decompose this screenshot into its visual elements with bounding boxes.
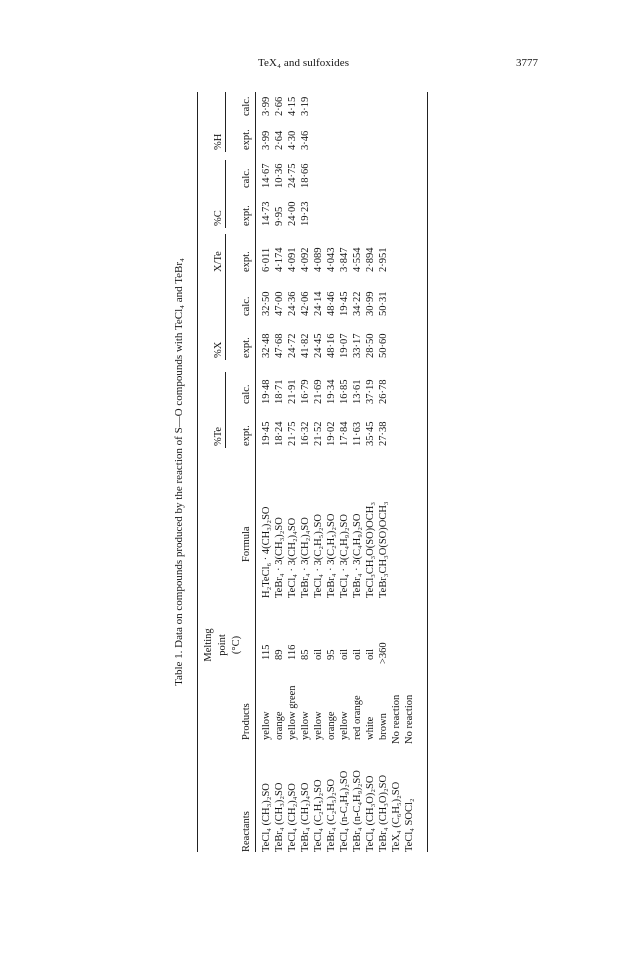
header-products: Products xyxy=(241,703,252,740)
cell-x-expt: 24·72 xyxy=(287,333,298,358)
cell-products: No reaction xyxy=(404,694,415,744)
cell-x-expt: 24·45 xyxy=(313,333,324,358)
cell-te-calc: 26·78 xyxy=(378,379,389,404)
cell-c-calc: 10·36 xyxy=(274,163,285,188)
cell-products: No reaction xyxy=(391,694,402,744)
cell-te-expt: 21·75 xyxy=(287,421,298,446)
table-top-rule xyxy=(197,92,198,852)
cell-formula: TeCl₄ · 3(C₄H₉)₂SO xyxy=(339,514,350,598)
cell-products: yellow xyxy=(339,711,350,740)
cell-products: yellow xyxy=(300,711,311,740)
cell-x-expt: 41·82 xyxy=(300,333,311,358)
cell-products: brown xyxy=(378,713,389,740)
cell-te-expt: 11·63 xyxy=(352,421,363,446)
cell-xte-expt: 4·554 xyxy=(352,247,363,272)
header-reactants: Reactants xyxy=(241,811,252,852)
table-row xyxy=(378,92,390,852)
cell-mp: oil xyxy=(313,648,324,660)
cell-mp: oil xyxy=(365,648,376,660)
table-row xyxy=(404,92,416,852)
header-c-group: %C xyxy=(213,210,224,226)
cell-x-calc: 30·99 xyxy=(365,291,376,316)
cell-xte-expt: 4·089 xyxy=(313,247,324,272)
cell-te-expt: 35·45 xyxy=(365,421,376,446)
table-row xyxy=(391,92,403,852)
cell-xte-expt: 4·174 xyxy=(274,247,285,272)
cell-mp: oil xyxy=(352,648,363,660)
cell-c-calc: 24·75 xyxy=(287,163,298,188)
header-h-calc: calc. xyxy=(241,96,252,116)
header-x-expt: expt. xyxy=(241,337,252,358)
cell-h-expt: 3·99 xyxy=(261,130,272,150)
cell-x-calc: 42·06 xyxy=(300,291,311,316)
cell-te-expt: 16·32 xyxy=(300,421,311,446)
x-group-rule xyxy=(225,234,226,360)
cell-x-expt: 32·48 xyxy=(261,333,272,358)
cell-te-expt: 19·45 xyxy=(261,421,272,446)
cell-te-calc: 19·34 xyxy=(326,379,337,404)
cell-products: orange xyxy=(274,711,285,740)
header-x-group: %X xyxy=(213,341,224,358)
te-group-rule xyxy=(225,372,226,448)
cell-xte-expt: 4·092 xyxy=(300,247,311,272)
cell-formula: TeBr₄ · 3(CH₃)₂SO xyxy=(274,517,285,598)
cell-formula: TeBr₄ · 3(C₄H₉)₂SO xyxy=(352,513,363,598)
cell-te-calc: 37·19 xyxy=(365,379,376,404)
header-point: point xyxy=(217,634,228,656)
header-xte-group: X/Te xyxy=(213,251,224,272)
cell-x-expt: 28·50 xyxy=(365,333,376,358)
cell-x-calc: 24·36 xyxy=(287,291,298,316)
cell-formula: TeBr₄ · 3(CH₂)₄SO xyxy=(300,517,311,598)
header-mp-unit: (°C) xyxy=(231,635,242,655)
table-row xyxy=(274,92,286,852)
cell-products: yellow green xyxy=(287,685,298,740)
header-te-calc: calc. xyxy=(241,384,252,404)
cell-mp: >360 xyxy=(378,642,389,664)
table-row xyxy=(287,92,299,852)
cell-formula: TeCl₄ · 3(C₂H₅)₂SO xyxy=(313,514,324,598)
header-h-expt: expt. xyxy=(241,129,252,150)
cell-h-calc: 3·99 xyxy=(261,96,272,116)
table-row xyxy=(300,92,312,852)
header-formula: Formula xyxy=(241,526,252,562)
cell-te-calc: 19·48 xyxy=(261,379,272,404)
c-group-rule xyxy=(225,160,226,228)
cell-te-expt: 19·02 xyxy=(326,421,337,446)
table-row xyxy=(365,92,377,852)
cell-x-expt: 47·68 xyxy=(274,333,285,358)
table-header-rule xyxy=(255,92,256,852)
cell-xte-expt: 2·951 xyxy=(378,247,389,272)
table-row xyxy=(352,92,364,852)
header-x-calc: calc. xyxy=(241,296,252,316)
cell-xte-expt: 4·091 xyxy=(287,247,298,272)
table-caption: Table 1. Data on compounds produced by the reaction of S—O compounds with TeCl₄ and TeBr₄ xyxy=(173,258,185,686)
cell-reactants: TeCl₄ (CH₃)₂SO xyxy=(261,783,272,852)
cell-te-expt: 21·52 xyxy=(313,421,324,446)
cell-x-calc: 32·50 xyxy=(261,291,272,316)
cell-mp: 89 xyxy=(274,649,285,660)
cell-x-calc: 34·22 xyxy=(352,291,363,316)
cell-products: orange xyxy=(326,711,337,740)
table-row xyxy=(326,92,338,852)
cell-x-calc: 48·46 xyxy=(326,291,337,316)
header-c-calc: calc. xyxy=(241,168,252,188)
cell-x-expt: 33·17 xyxy=(352,333,363,358)
cell-reactants: TeBr₄ (CH₃)₂SO xyxy=(274,782,285,852)
cell-h-calc: 3·19 xyxy=(300,96,311,116)
cell-te-calc: 18·71 xyxy=(274,379,285,404)
cell-xte-expt: 6·011 xyxy=(261,247,272,272)
cell-formula: TeBr₃CH₃O(SO)OCH₃ xyxy=(378,501,389,598)
header-melting: Melting xyxy=(203,628,214,662)
cell-te-expt: 17·84 xyxy=(339,421,350,446)
cell-h-calc: 4·15 xyxy=(287,96,298,116)
cell-reactants: TeBr₄ (C₂H₅)₂SO xyxy=(326,778,337,852)
running-head: TeX₄ and sulfoxides xyxy=(258,57,350,69)
cell-te-expt: 18·24 xyxy=(274,421,285,446)
cell-reactants: TeBr₄ (CH₃O)₂SO xyxy=(378,774,389,852)
header-te-expt: expt. xyxy=(241,425,252,446)
cell-te-calc: 13·61 xyxy=(352,379,363,404)
cell-x-calc: 50·31 xyxy=(378,291,389,316)
header-h-group: %H xyxy=(213,133,224,150)
h-group-rule xyxy=(225,92,226,152)
page-number: 3777 xyxy=(516,57,538,69)
cell-xte-expt: 4·043 xyxy=(326,247,337,272)
cell-products: white xyxy=(365,716,376,740)
cell-reactants: TeCl₄ (CH₂)₄SO xyxy=(287,783,298,852)
rotated-table xyxy=(173,92,429,852)
cell-reactants: TeCl₄ (C₂H₅)₂SO xyxy=(313,779,324,852)
cell-formula: H₂TeCl₆ · 4(CH₃)₂SO xyxy=(261,506,272,598)
cell-c-expt: 24·00 xyxy=(287,201,298,226)
cell-xte-expt: 2·894 xyxy=(365,247,376,272)
cell-products: yellow xyxy=(313,711,324,740)
table-row xyxy=(261,92,273,852)
cell-te-calc: 21·69 xyxy=(313,379,324,404)
cell-te-calc: 16·85 xyxy=(339,379,350,404)
cell-mp: 115 xyxy=(261,644,272,660)
cell-formula: TeCl₄ · 3(CH₂)₄SO xyxy=(287,517,298,598)
cell-x-calc: 19·45 xyxy=(339,291,350,316)
cell-x-calc: 24·14 xyxy=(313,291,324,316)
cell-products: yellow xyxy=(261,711,272,740)
cell-xte-expt: 3·847 xyxy=(339,247,350,272)
cell-h-calc: 2·66 xyxy=(274,96,285,116)
table-row xyxy=(313,92,325,852)
table-bottom-rule xyxy=(427,92,428,852)
cell-reactants: TeCl₄ (n-C₄H₉)₂SO xyxy=(339,770,350,852)
cell-te-calc: 16·79 xyxy=(300,379,311,404)
cell-mp: 116 xyxy=(287,644,298,660)
table-row xyxy=(339,92,351,852)
cell-x-expt: 48·16 xyxy=(326,333,337,358)
cell-c-calc: 18·66 xyxy=(300,163,311,188)
cell-formula: TeBr₄ · 3(C₂H₅)₂SO xyxy=(326,513,337,598)
cell-formula: TeCl₃CH₃O(SO)OCH₃ xyxy=(365,502,376,598)
cell-products: red orange xyxy=(352,695,363,740)
cell-mp: oil xyxy=(339,648,350,660)
cell-te-expt: 27·38 xyxy=(378,421,389,446)
cell-reactants: TeBr₄ (n-C₄H₉)₂SO xyxy=(352,770,363,852)
header-c-expt: expt. xyxy=(241,205,252,226)
header-xte-expt: expt. xyxy=(241,251,252,272)
cell-reactants: TeCl₄ SOCl₂ xyxy=(404,798,415,852)
cell-x-calc: 47·00 xyxy=(274,291,285,316)
cell-mp: 85 xyxy=(300,649,311,660)
cell-reactants: TeBr₄ (CH₂)₄SO xyxy=(300,782,311,852)
cell-c-expt: 9·95 xyxy=(274,206,285,226)
cell-mp: 95 xyxy=(326,649,337,660)
cell-x-expt: 50·60 xyxy=(378,333,389,358)
header-te-group: %Te xyxy=(213,426,224,446)
cell-c-calc: 14·67 xyxy=(261,163,272,188)
cell-reactants: TeX₄ (C₆H₅)₂SO xyxy=(391,781,402,852)
cell-reactants: TeCl₄ (CH₃O)₂SO xyxy=(365,775,376,852)
cell-te-calc: 21·91 xyxy=(287,379,298,404)
cell-h-expt: 3·46 xyxy=(300,130,311,150)
cell-h-expt: 4·30 xyxy=(287,130,298,150)
cell-h-expt: 2·64 xyxy=(274,130,285,150)
cell-x-expt: 19·07 xyxy=(339,333,350,358)
cell-c-expt: 19·23 xyxy=(300,201,311,226)
cell-c-expt: 14·73 xyxy=(261,201,272,226)
